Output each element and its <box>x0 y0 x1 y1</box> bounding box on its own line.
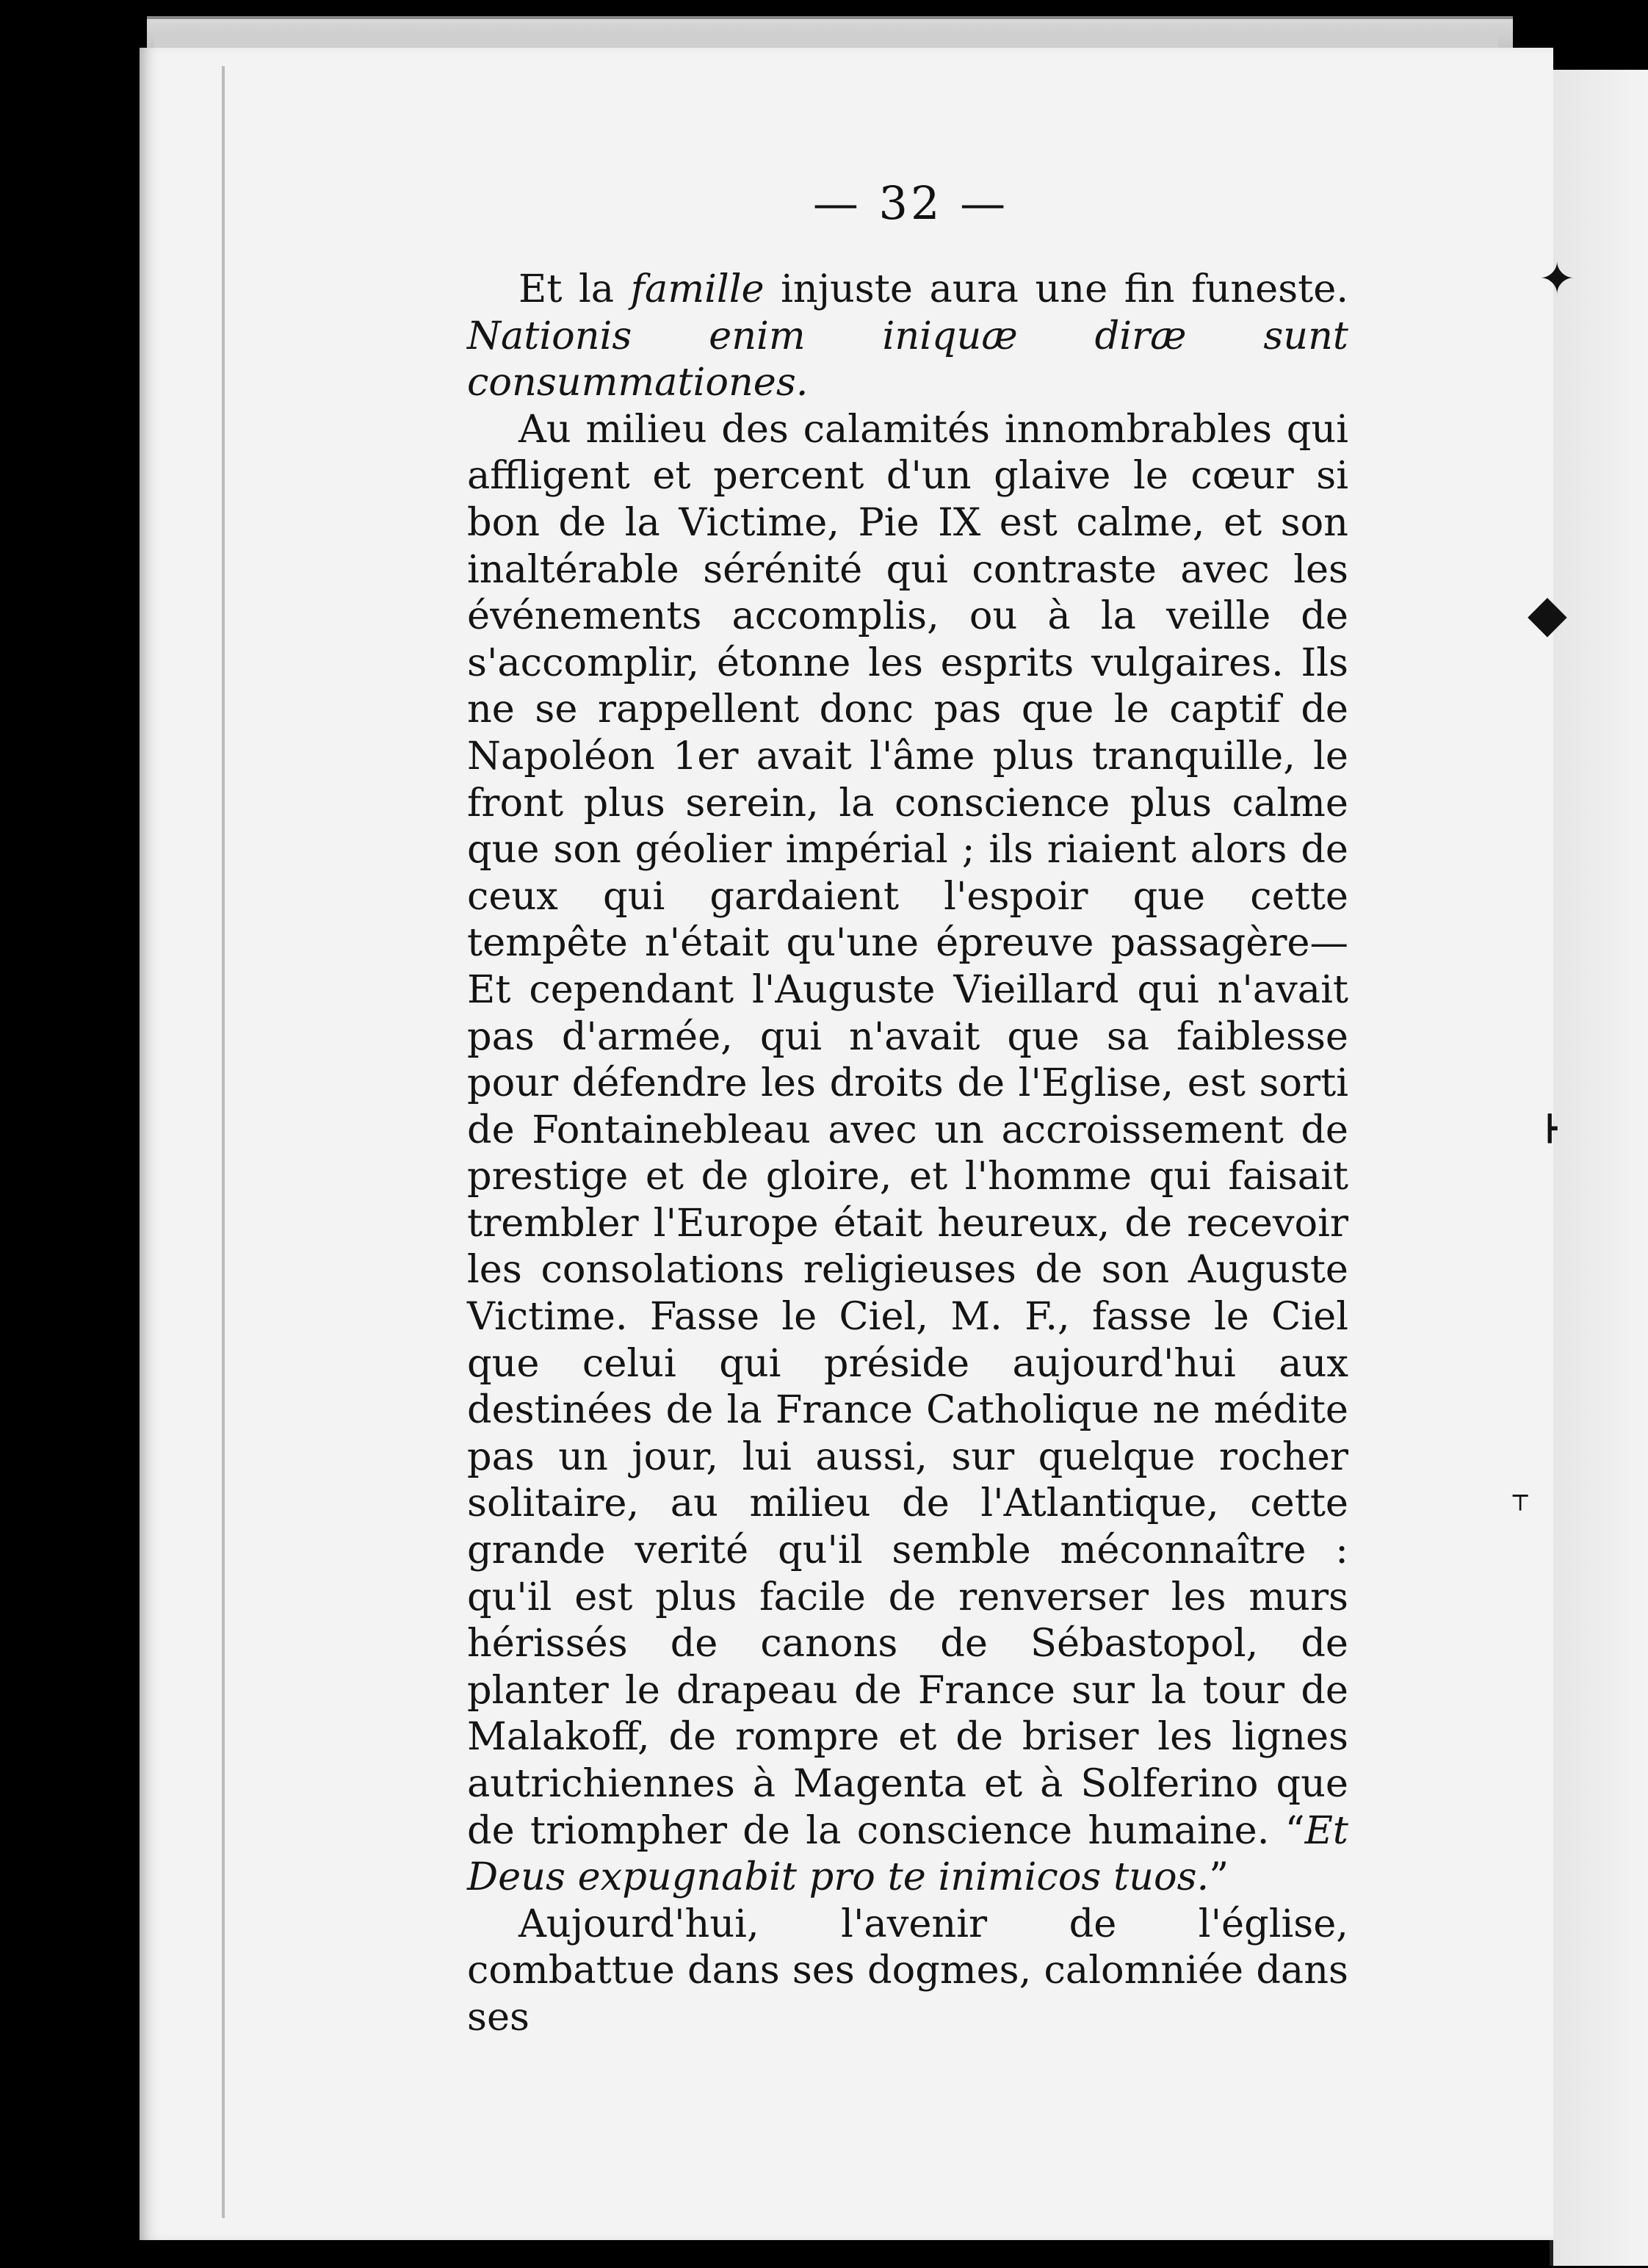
body-text <box>467 266 1348 2041</box>
paragraph-2: Au milieu des calamités innombrables qui affligent et percent d'un glaive le cœur si bon de la Victime, Pie IX est calme, et son inaltérable sérénité qui contraste avec les événements accomplis, ou à la veille de s'accomplir, étonne les esprits vulgaires. Ils ne se rappellent donc pas que le captif de Napoléon 1er avait l'âme plus tranquille, le front plus serein, la conscience plus calme que son géolier impérial ; ils riaient alors de ceux qui gardaient l'espoir que cette tempête n'était qu'une épreuve passagère—Et cependant l'Auguste Vieillard qui n'avait pas d'armée, qui n'avait que sa faiblesse pour défendre les droits de l'Eglise, est sorti de Fontainebleau avec un accroissement de prestige et de gloire, et l'homme qui faisait trembler l'Europe était heureux, de recevoir les consolations religieuses de son Auguste Victime. Fasse le Ciel, M. F., fasse le Ciel que celui qui préside aujourd'hui aux destinées de la France Catholique ne médite pas un jour, lui aussi, sur quelque rocher solitaire, au milieu de l'Atlantique, cette grande verité qu'il semble méconnaître : qu'il est plus facile de renverser les murs hérissés de canons de Sébastopol, de planter le drapeau de France sur la tour de Malakoff, de rompre et de briser les lignes autrichiennes à Magenta et à Solferino que de triompher de la conscience humaine. “Et Deus expugnabit pro te inimicos tuos.” <box>467 406 1348 1900</box>
book-edge-right <box>1550 70 1648 2266</box>
paragraph-3: Aujourd'hui, l'avenir de l'église, combattue dans ses dogmes, calomniée dans ses <box>467 1901 1348 2040</box>
page-gutter-line <box>222 66 225 2218</box>
margin-binding-mark: ✦ <box>1539 253 1576 305</box>
page-number: — 32 — <box>812 176 1009 230</box>
margin-binding-mark: ┬ <box>1513 1481 1528 1511</box>
margin-binding-mark: ┣ <box>1542 1114 1558 1144</box>
margin-binding-mark: ◆ <box>1528 583 1567 643</box>
paragraph-1: Et la famille injuste aura une fin funeste. Nationis enim iniquæ diræ sunt consummationes. <box>467 267 1349 405</box>
